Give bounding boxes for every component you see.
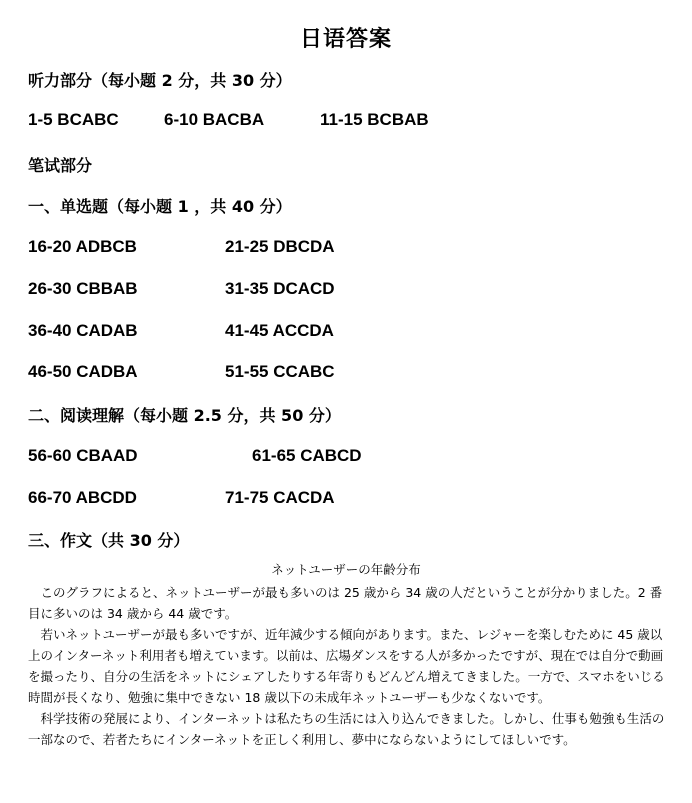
answer-group: 71-75 CACDA — [225, 488, 335, 507]
listening-heading: 听力部分（每小题 2 分，共 30 分） — [28, 71, 292, 90]
answer-group: 51-55 CCABC — [225, 362, 335, 381]
answer-group: 6-10 BACBA — [164, 110, 265, 129]
page-title: 日语答案 — [299, 27, 392, 52]
answer-group: 11-15 BCBAB — [320, 110, 429, 129]
essay-paragraph: 若いネットユーザーが最も多いですが、近年減少する傾向があります。また、レジャーを楽しむために 45 歳以上のインターネット利用者も増えています。以前は、広場ダンスをする人が多かったですが、現在では自分で動画を撮ったり、自分の生活をネットにシェアしたりする年寄りもどんどん増えてきました。一方で、スマホをいじる時間が長くなり、勉強に集中できない 18 歳以下の未成年ネットユーザーも少なくないです。 — [28, 627, 665, 705]
answer-group: 21-25 DBCDA — [225, 237, 335, 256]
answer-group: 16-20 ADBCB — [28, 237, 137, 256]
answer-group: 26-30 CBBAB — [28, 279, 138, 298]
answer-group: 46-50 CADBA — [28, 362, 138, 381]
essay-title: ネットユーザーの年齢分布 — [271, 562, 421, 577]
answer-group: 56-60 CBAAD — [28, 446, 138, 465]
essay-paragraph: 科学技術の発展により、インターネットは私たちの生活には入り込んできました。しかし、仕事も勉強も生活の一部なので、若者たちにインターネットを正しく利用し、夢中にならないようにしてほしいです。 — [28, 711, 665, 747]
section2-heading: 二、阅读理解（每小题 2.5 分，共 50 分） — [28, 406, 341, 425]
answer-group: 1-5 BCABC — [28, 110, 119, 129]
section1-heading: 一、单选题（每小题 1 ，共 40 分） — [28, 197, 292, 216]
answer-group: 31-35 DCACD — [225, 279, 335, 298]
answer-group: 61-65 CABCD — [252, 446, 362, 465]
section3-heading: 三、作文（共 30 分） — [28, 531, 190, 550]
essay-paragraph: このグラフによると、ネットユーザーが最も多いのは 25 歳から 34 歳の人だということが分かりました。2 番目に多いのは 34 歳から 44 歳です。 — [28, 585, 663, 621]
answer-group: 41-45 ACCDA — [225, 321, 334, 340]
answer-group: 36-40 CADAB — [28, 321, 138, 340]
answer-group: 66-70 ABCDD — [28, 488, 137, 507]
written-heading: 笔试部分 — [28, 156, 93, 175]
essay-body — [28, 582, 670, 750]
